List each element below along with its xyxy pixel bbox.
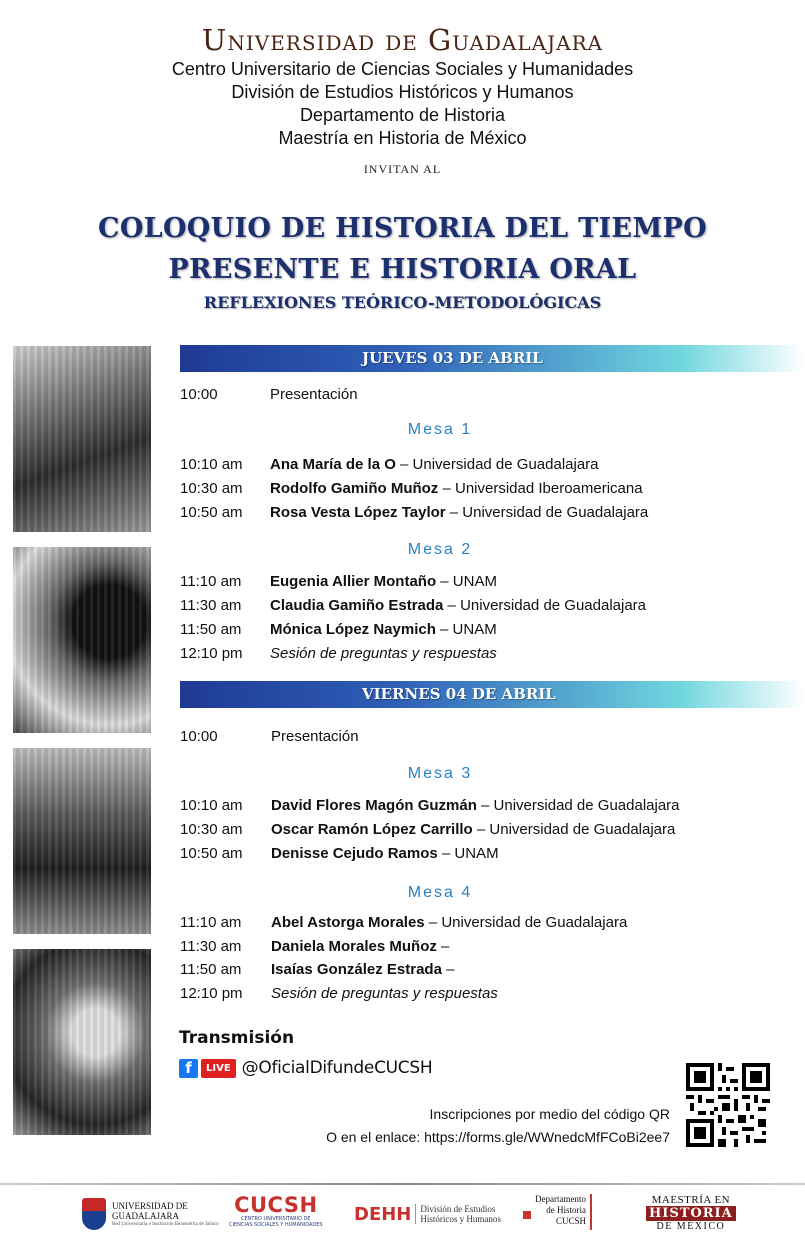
row-time: 10:30 am (180, 821, 243, 838)
dehh-text (415, 1204, 501, 1224)
row-text: Presentación (271, 728, 359, 745)
speaker-affiliation: – (441, 961, 455, 978)
header-line-centro: Centro Universitario de Ciencias Sociales y Humanidades (171, 59, 634, 79)
header-line-maestria: Maestría en Historia de México (278, 128, 527, 148)
dehh-line2: Históricos y Humanos (420, 1214, 501, 1224)
speaker-name: Isaías González Estrada (271, 961, 442, 978)
depto-line1: Departamento (535, 1194, 586, 1204)
speaker-affiliation: – Universidad de Guadalajara (472, 821, 676, 838)
logo-departamento (523, 1194, 592, 1234)
mesa-1-title: Mesa 1 (407, 421, 473, 438)
row-time: 10:10 am (180, 456, 243, 473)
row-speaker (271, 820, 675, 839)
udg-shield-icon (82, 1198, 106, 1230)
photo-camera (13, 547, 151, 733)
speaker-name: Ana María de la O (270, 456, 396, 473)
row-qa-text: Sesión de preguntas y respuestas (271, 985, 498, 1002)
depto-square-icon (523, 1211, 531, 1219)
row-speaker (270, 503, 648, 522)
row-time: 11:30 am (180, 938, 242, 955)
event-title-line1: COLOQUIO DE HISTORIA DEL TIEMPO (98, 213, 707, 244)
inscripciones-link-text[interactable]: O en el enlace: https://forms.gle/WWnedcMfFCoBi2ee7 (326, 1129, 670, 1145)
depto-accent-bar (590, 1194, 592, 1230)
row-time: 12:10 pm (180, 645, 243, 662)
speaker-affiliation: – UNAM (436, 573, 497, 590)
photo-woman-camera (13, 949, 151, 1135)
row-time: 11:10 am (180, 914, 242, 931)
header (0, 22, 805, 177)
row-speaker (270, 572, 497, 591)
speaker-affiliation: – Universidad de Guadalajara (395, 456, 599, 473)
cucsh-name: CUCSH (234, 1193, 318, 1217)
header-line-division: División de Estudios Históricos y Humanos (231, 82, 574, 102)
row-time: 12:10 pm (180, 985, 243, 1002)
speaker-name: Claudia Gamiño Estrada (270, 597, 444, 614)
maestria-line2: HISTORIA (646, 1206, 736, 1221)
speaker-affiliation: – Universidad Iberoamericana (438, 480, 643, 497)
row-time: 11:50 am (180, 621, 242, 638)
speaker-name: David Flores Magón Guzmán (271, 797, 477, 814)
row-speaker (270, 479, 643, 498)
social-handle[interactable] (179, 1058, 432, 1078)
row-time: 11:30 am (180, 597, 242, 614)
speaker-affiliation: – (436, 938, 450, 955)
facebook-icon[interactable]: f (179, 1059, 198, 1078)
speaker-name: Denisse Cejudo Ramos (271, 845, 438, 862)
row-time: 10:00 (180, 728, 218, 745)
logo-maestria (646, 1194, 736, 1234)
mesa-3-title: Mesa 3 (407, 765, 473, 782)
row-time: 11:10 am (180, 573, 242, 590)
row-speaker (271, 937, 449, 956)
udg-line1: UNIVERSIDAD DE (112, 1200, 188, 1211)
speaker-name: Rodolfo Gamiño Muñoz (270, 480, 439, 497)
event-title (0, 208, 805, 316)
speaker-name: Daniela Morales Muñoz (271, 938, 437, 955)
udg-line3: Red Universitaria e Institución Benemérita de Jalisco (112, 1221, 219, 1227)
row-speaker (271, 960, 454, 979)
maestria-line3: DE MÉXICO (656, 1221, 726, 1232)
event-subtitle: REFLEXIONES TEÓRICO-METODOLÓGICAS (203, 293, 602, 312)
row-text: Presentación (270, 386, 358, 403)
photo-march-crowd (13, 346, 151, 532)
day-band-viernes: VIERNES 04 DE ABRIL (180, 681, 805, 708)
event-title-line2: PRESENTE E HISTORIA ORAL (168, 254, 637, 285)
row-time: 10:00 (180, 386, 218, 403)
transmision-label: Transmisión (179, 1028, 295, 1048)
dehh-name: DEHH (354, 1203, 412, 1225)
inscripciones-qr-text: Inscripciones por medio del código QR (429, 1106, 670, 1122)
maestria-line1: MAESTRÍA EN (651, 1194, 731, 1206)
header-line-departamento: Departamento de Historia (299, 105, 506, 125)
logo-cucsh (229, 1194, 323, 1234)
row-speaker (270, 620, 497, 639)
udg-logo-text (112, 1201, 219, 1228)
day-band-jueves: JUEVES 03 DE ABRIL (180, 345, 805, 372)
logo-udg (82, 1194, 219, 1234)
row-speaker (271, 844, 499, 863)
speaker-affiliation: – UNAM (435, 621, 497, 638)
cucsh-sub2: CIENCIAS SOCIALES Y HUMANIDADES (229, 1222, 323, 1228)
logo-dehh (354, 1194, 501, 1234)
speaker-affiliation: – Universidad de Guadalajara (476, 797, 680, 814)
invitan-text: INVITAN AL (363, 162, 442, 176)
row-qa-text: Sesión de preguntas y respuestas (270, 645, 497, 662)
speaker-name: Eugenia Allier Montaño (270, 573, 437, 590)
depto-line3: CUCSH (555, 1216, 586, 1226)
speaker-name: Oscar Ramón López Carrillo (271, 821, 473, 838)
row-time: 10:50 am (180, 845, 243, 862)
mesa-4-title: Mesa 4 (407, 884, 473, 901)
udg-line2: GUADALAJARA (112, 1210, 179, 1221)
row-time: 10:10 am (180, 797, 243, 814)
facebook-handle-link[interactable]: @OficialDifundeCUCSH (241, 1058, 433, 1078)
speaker-affiliation: – Universidad de Guadalajara (443, 597, 647, 614)
qr-code-icon[interactable] (686, 1063, 770, 1147)
university-title: Universidad de Guadalajara (201, 23, 604, 57)
row-time: 10:50 am (180, 504, 243, 521)
row-speaker (271, 913, 627, 932)
row-speaker (271, 796, 680, 815)
live-badge-icon: LIVE (201, 1059, 236, 1078)
cucsh-sub1: CENTRO UNIVERSITARIO DE (241, 1216, 311, 1222)
speaker-name: Mónica López Naymich (270, 621, 436, 638)
speaker-affiliation: – Universidad de Guadalajara (424, 914, 628, 931)
row-time: 11:50 am (180, 961, 242, 978)
row-speaker (270, 455, 599, 474)
speaker-affiliation: – Universidad de Guadalajara (445, 504, 649, 521)
speaker-name: Abel Astorga Morales (271, 914, 425, 931)
photo-street-crowd (13, 748, 151, 934)
dehh-line1: División de Estudios (420, 1204, 496, 1214)
row-time: 10:30 am (180, 480, 243, 497)
speaker-name: Rosa Vesta López Taylor (270, 504, 446, 521)
depto-text (535, 1194, 586, 1227)
inscripciones-block (326, 1103, 670, 1149)
row-speaker (270, 596, 646, 615)
footer-divider (0, 1183, 805, 1185)
depto-line2: de Historia (546, 1205, 586, 1215)
speaker-affiliation: – UNAM (437, 845, 499, 862)
mesa-2-title: Mesa 2 (407, 541, 473, 558)
